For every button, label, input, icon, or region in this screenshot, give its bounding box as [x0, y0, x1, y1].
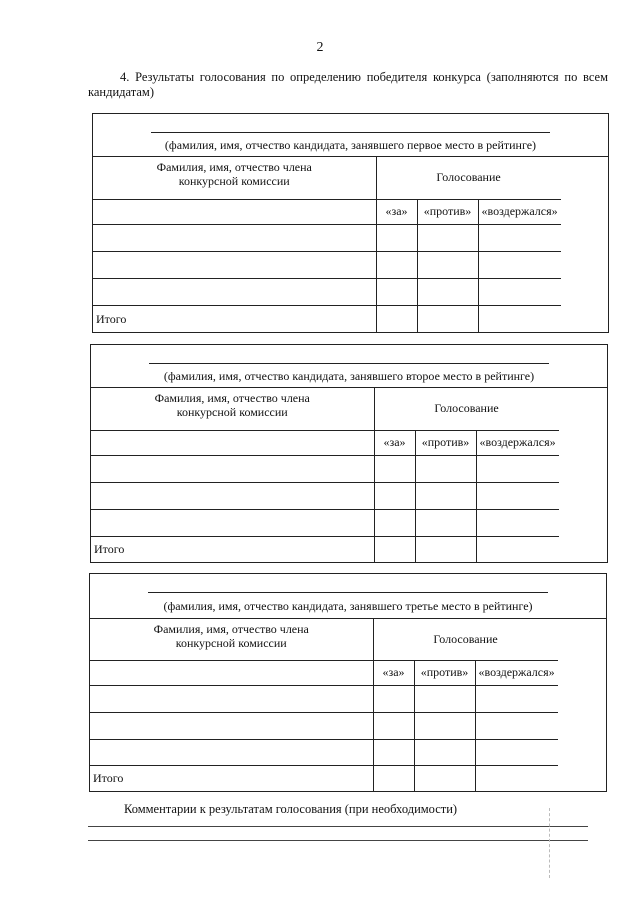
vote-cell[interactable] — [415, 482, 476, 509]
col-for: «за» — [376, 199, 417, 224]
member-name-cell[interactable] — [91, 482, 374, 509]
vote-cell[interactable] — [414, 712, 475, 739]
voting-table — [90, 619, 558, 792]
col-abstained: «воздержался» — [475, 660, 558, 685]
total-cell[interactable] — [374, 536, 415, 563]
candidate-name-line — [148, 592, 548, 593]
member-column-header: Фамилия, имя, отчество члена конкурсной комиссии — [93, 157, 376, 199]
total-row — [90, 765, 558, 792]
vote-cell[interactable] — [417, 278, 478, 305]
vote-cell[interactable] — [373, 739, 414, 765]
total-row — [91, 536, 559, 563]
vote-cell[interactable] — [415, 455, 476, 482]
candidate-caption: (фамилия, имя, отчество кандидата, занявшего первое место в рейтинге) — [164, 138, 537, 152]
member-name-cell[interactable] — [90, 685, 373, 712]
vote-cell[interactable] — [415, 509, 476, 536]
member-name-cell[interactable] — [93, 224, 376, 251]
table-row — [93, 224, 561, 251]
vote-cell[interactable] — [475, 739, 558, 765]
member-name-cell[interactable] — [90, 739, 373, 765]
candidate-block-2 — [90, 344, 608, 563]
vote-cell[interactable] — [376, 224, 417, 251]
vote-cell[interactable] — [414, 685, 475, 712]
col-against: «против» — [415, 430, 476, 455]
voting-header: Голосование — [376, 157, 561, 199]
member-name-cell[interactable] — [91, 509, 374, 536]
vote-cell[interactable] — [476, 482, 559, 509]
candidate-name-field[interactable] — [91, 345, 607, 388]
vote-cell[interactable] — [414, 739, 475, 765]
member-name-cell[interactable] — [93, 251, 376, 278]
table-row — [93, 278, 561, 305]
total-label: Итого — [90, 765, 373, 792]
total-cell[interactable] — [475, 765, 558, 792]
voting-header: Голосование — [373, 619, 558, 660]
member-subheader-cell — [91, 430, 374, 455]
member-subheader-cell — [93, 199, 376, 224]
total-cell[interactable] — [414, 765, 475, 792]
candidate-name-line — [151, 132, 550, 133]
total-cell[interactable] — [415, 536, 476, 563]
comments-line[interactable] — [88, 840, 588, 841]
vote-cell[interactable] — [417, 224, 478, 251]
voting-table — [93, 157, 561, 333]
member-column-header: Фамилия, имя, отчество члена конкурсной комиссии — [90, 619, 373, 660]
table-row — [93, 251, 561, 278]
total-cell[interactable] — [478, 305, 561, 333]
vote-cell[interactable] — [373, 712, 414, 739]
member-name-cell[interactable] — [91, 455, 374, 482]
table-row — [90, 739, 558, 765]
vote-cell[interactable] — [478, 251, 561, 278]
margin-guide — [549, 808, 550, 878]
table-row — [91, 482, 559, 509]
vote-cell[interactable] — [417, 251, 478, 278]
page-number: 2 — [316, 40, 324, 55]
vote-cell[interactable] — [374, 455, 415, 482]
candidate-name-field[interactable] — [90, 574, 606, 619]
total-row — [93, 305, 561, 333]
table-row — [90, 685, 558, 712]
col-against: «против» — [414, 660, 475, 685]
candidate-caption: (фамилия, имя, отчество кандидата, занявшего третье место в рейтинге) — [163, 599, 533, 613]
vote-cell[interactable] — [376, 251, 417, 278]
member-name-cell[interactable] — [90, 712, 373, 739]
total-cell[interactable] — [476, 536, 559, 563]
member-column-header: Фамилия, имя, отчество члена конкурсной комиссии — [91, 388, 374, 430]
col-against: «против» — [417, 199, 478, 224]
table-row — [90, 712, 558, 739]
comments-label: Комментарии к результатам голосования (при необходимости) — [124, 802, 458, 816]
vote-cell[interactable] — [475, 685, 558, 712]
vote-cell[interactable] — [476, 455, 559, 482]
col-abstained: «воздержался» — [478, 199, 561, 224]
voting-header: Голосование — [374, 388, 559, 430]
vote-cell[interactable] — [374, 482, 415, 509]
vote-cell[interactable] — [376, 278, 417, 305]
member-subheader-cell — [90, 660, 373, 685]
voting-table — [91, 388, 559, 563]
col-abstained: «воздержался» — [476, 430, 559, 455]
total-cell[interactable] — [376, 305, 417, 333]
vote-cell[interactable] — [478, 278, 561, 305]
candidate-name-field[interactable] — [93, 114, 608, 157]
candidate-block-1 — [92, 113, 609, 333]
total-cell[interactable] — [373, 765, 414, 792]
member-name-cell[interactable] — [93, 278, 376, 305]
col-for: «за» — [374, 430, 415, 455]
total-label: Итого — [91, 536, 374, 563]
candidate-block-3 — [89, 573, 607, 792]
col-for: «за» — [373, 660, 414, 685]
candidate-caption: (фамилия, имя, отчество кандидата, занявшего второе место в рейтинге) — [163, 369, 535, 383]
vote-cell[interactable] — [478, 224, 561, 251]
vote-cell[interactable] — [374, 509, 415, 536]
vote-cell[interactable] — [476, 509, 559, 536]
table-row — [91, 509, 559, 536]
total-cell[interactable] — [417, 305, 478, 333]
candidate-name-line — [149, 363, 549, 364]
section-heading: 4. Результаты голосования по определению победителя конкурса (заполняются по всем кандидатам) — [88, 70, 608, 99]
comments-line[interactable] — [88, 826, 588, 827]
table-row — [91, 455, 559, 482]
vote-cell[interactable] — [373, 685, 414, 712]
vote-cell[interactable] — [475, 712, 558, 739]
total-label: Итого — [93, 305, 376, 333]
